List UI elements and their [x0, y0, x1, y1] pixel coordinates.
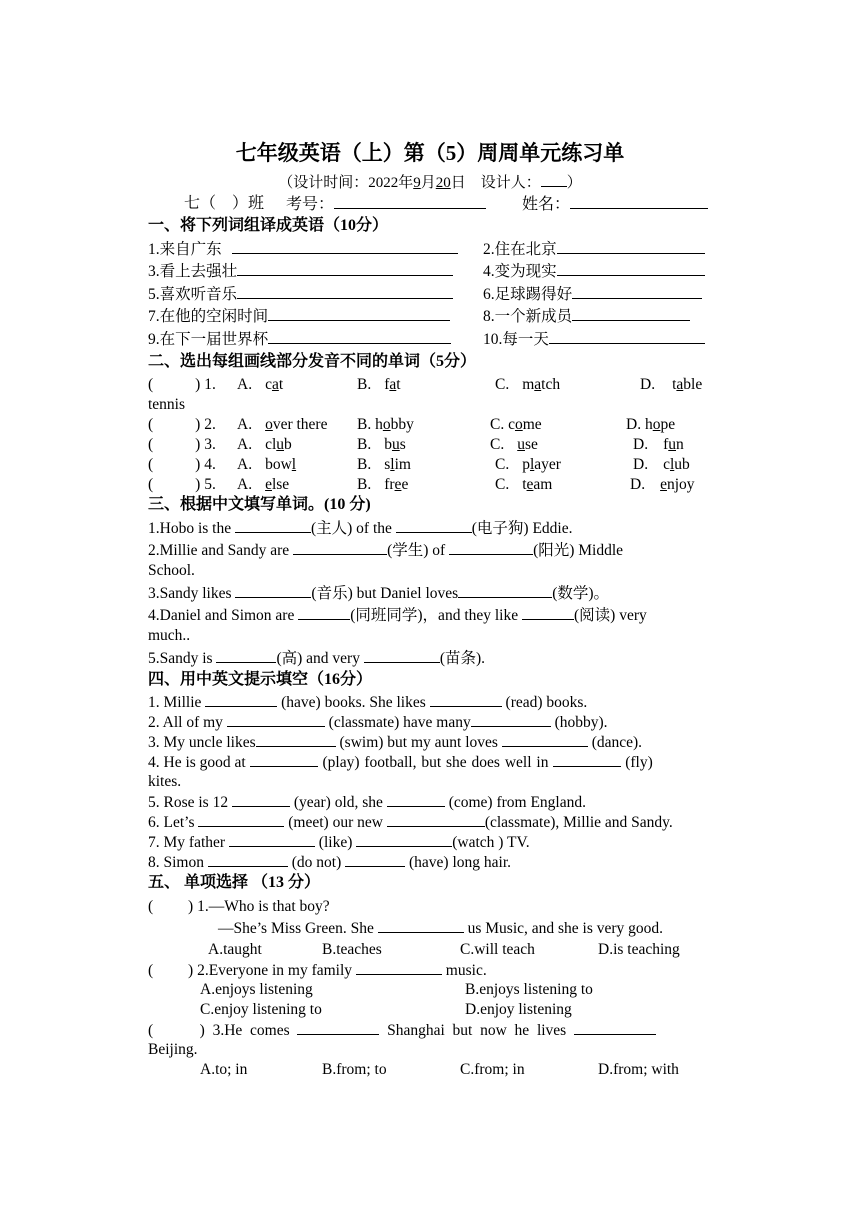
s3-line-2b: School. [148, 562, 195, 579]
s4-l8-blank-2[interactable] [345, 852, 405, 867]
s5-q2-option-c[interactable]: C.enjoy listening to [200, 1001, 322, 1018]
phonetic-option-c[interactable]: C. player [495, 456, 561, 473]
name-row [522, 194, 708, 215]
section-4-title: 四、用中英文提示填空（16分） [148, 671, 373, 688]
phonetic-option-b[interactable]: B. hobby [357, 416, 414, 433]
s3-l3-blank-1[interactable] [235, 583, 311, 598]
s1-item-3 [148, 261, 453, 282]
design-info [0, 172, 860, 193]
name-field[interactable] [570, 194, 708, 209]
s1-item-3-blank[interactable] [237, 261, 453, 276]
s1-item-7-text: 7.在他的空闲时间 [148, 308, 269, 325]
student-info-row [184, 194, 264, 214]
s3-l4-blank-1[interactable] [298, 605, 350, 620]
s3-line-4b: much.. [148, 627, 191, 644]
phonetic-option-c[interactable]: C. come [490, 416, 542, 433]
s1-item-5 [148, 284, 453, 305]
s4-line-3 [148, 732, 642, 753]
s3-l2-c: (阳光) Middle [533, 542, 624, 559]
s5-q3 [148, 1020, 656, 1041]
s3-l5-blank-2[interactable] [364, 648, 440, 663]
phonetic-option-a[interactable]: A. club [237, 436, 292, 453]
s4-l7-blank-1[interactable] [229, 832, 315, 847]
s5-q1-stem [218, 918, 663, 939]
s1-item-1-text: 1.来自广东 [148, 241, 222, 258]
s1-item-5-blank[interactable] [237, 284, 453, 299]
answer-paren[interactable]: ( ) 1. [148, 376, 216, 393]
s4-l1-blank-2[interactable] [430, 692, 502, 707]
phonetic-option-d[interactable]: D. hope [626, 416, 676, 433]
name-label: 姓名： [522, 196, 571, 213]
s5-q3-blank-1[interactable] [297, 1020, 379, 1035]
s4-l5-blank-2[interactable] [387, 792, 445, 807]
s3-line-3 [148, 583, 609, 604]
phonetic-option-d[interactable]: D. table [640, 376, 703, 393]
worksheet-title: 七年级英语（上）第（5）周周单元练习单 [235, 141, 625, 165]
s5-q1-option-d[interactable]: D.is teaching [598, 941, 680, 958]
s3-l3-b: (音乐) but Daniel loves [311, 585, 459, 602]
s3-l5-b: (高) and very [276, 650, 364, 667]
s4-l4-c: (fly) [621, 754, 653, 771]
phonetic-option-a[interactable]: A. over there [237, 416, 328, 433]
s4-l8-b: (do not) [287, 854, 346, 871]
phonetic-option-b[interactable]: B. free [357, 476, 409, 493]
s4-l1-a: 1. Millie [148, 694, 206, 711]
exam-number-field[interactable] [334, 194, 486, 209]
s3-l4-b: (同班同学)，and they like [350, 607, 522, 624]
section-5-title: 五、 单项选择 （13 分） [148, 874, 321, 891]
design-time-label: （设计时间：2022年 [278, 175, 414, 191]
s3-l2-blank-2[interactable] [449, 540, 533, 555]
s5-q3-option-d[interactable]: D.from; with [598, 1061, 679, 1078]
s3-l1-b: (主人) of the [310, 520, 396, 537]
phonetic-option-a[interactable]: A. bowl [237, 456, 297, 473]
s4-l6-blank-1[interactable] [198, 812, 284, 827]
s4-line-4 [148, 752, 653, 773]
section-2-title: 二、选出每组画线部分发音不同的单词（5分） [148, 353, 477, 370]
s4-l7-c: (watch ) TV. [452, 834, 530, 851]
s4-l3-c: (dance). [587, 734, 643, 751]
s1-item-10-text: 10.每一天 [483, 331, 549, 348]
s1-item-9 [148, 329, 451, 350]
s3-line-5 [148, 648, 485, 669]
s1-item-9-blank[interactable] [268, 329, 451, 344]
s4-l4-blank-2[interactable] [553, 752, 621, 767]
phonetic-option-c[interactable]: C. use [490, 436, 538, 453]
section-1-title: 一、将下列词组译成英语（10分） [148, 217, 389, 234]
s4-line-2 [148, 712, 608, 733]
s3-l5-c: (苗条). [439, 650, 486, 667]
s3-l2-a: 2.Millie and Sandy are [148, 542, 294, 559]
s4-l6-b: (meet) our new [284, 814, 387, 831]
s1-item-6-blank[interactable] [572, 284, 702, 299]
s5-q1-stem-b: us Music, and she is very good. [463, 920, 664, 937]
s3-line-2 [148, 540, 623, 561]
s4-l3-a: 3. My uncle likes [148, 734, 256, 751]
s1-item-8-blank[interactable] [572, 306, 690, 321]
s4-l8-blank-1[interactable] [208, 852, 288, 867]
s1-item-8-text: 8.一个新成员 [483, 308, 573, 325]
s5-q2-option-b[interactable]: B.enjoys listening to [465, 981, 593, 998]
designer-blank[interactable] [541, 172, 567, 187]
s1-item-10-blank[interactable] [549, 329, 705, 344]
phonetic-option-a[interactable]: A. else [237, 476, 290, 493]
s3-l4-c: (阅读) very [574, 607, 647, 624]
s1-item-2 [483, 239, 705, 260]
s4-l5-b: (year) old, she [289, 794, 387, 811]
s1-item-6 [483, 284, 702, 305]
answer-paren[interactable]: ( ) 3. [148, 436, 216, 453]
s4-l1-b: (have) books. She likes [277, 694, 430, 711]
s1-item-2-text: 2.住在北京 [483, 241, 557, 258]
s3-l1-blank-2[interactable] [396, 518, 472, 533]
s1-item-3-text: 3.看上去强壮 [148, 263, 238, 280]
s4-l8-a: 8. Simon [148, 854, 208, 871]
s3-l5-blank-1[interactable] [216, 648, 276, 663]
class-label: 七（ ）班 [184, 195, 265, 212]
s4-l3-blank-1[interactable] [256, 732, 336, 747]
s4-l6-blank-2[interactable] [387, 812, 485, 827]
s1-item-9-text: 9.在下一届世界杯 [148, 331, 269, 348]
s2-wrap-text: tennis [148, 396, 186, 413]
s4-l2-blank-1[interactable] [227, 712, 325, 727]
s4-l2-b: (classmate) have many [324, 714, 471, 731]
s4-line-4b: kites. [148, 773, 182, 790]
s5-q2-a: ( ) 2.Everyone in my family [148, 962, 356, 979]
phonetic-option-a[interactable]: A. cat [237, 376, 284, 393]
s3-l1-c: (电子狗) Eddie. [471, 520, 573, 537]
s4-l3-blank-2[interactable] [502, 732, 588, 747]
s4-l2-blank-2[interactable] [471, 712, 551, 727]
s5-q3-option-b[interactable]: B.from; to [322, 1061, 387, 1078]
s5-q2-option-d[interactable]: D.enjoy listening [465, 1001, 572, 1018]
phonetic-option-b[interactable]: B. fat [357, 376, 401, 393]
design-month: 9 [413, 175, 421, 191]
s3-l1-blank-1[interactable] [235, 518, 311, 533]
month-label: 月 [420, 175, 436, 191]
s5-q3-option-a[interactable]: A.to; in [200, 1061, 248, 1078]
phonetic-option-b[interactable]: B. bus [357, 436, 406, 453]
s1-item-2-blank[interactable] [557, 239, 705, 254]
s4-l2-a: 2. All of my [148, 714, 227, 731]
s4-line-6 [148, 812, 673, 833]
answer-paren[interactable]: ( ) 2. [148, 416, 216, 433]
s4-line-7 [148, 832, 530, 853]
s3-line-4 [148, 605, 647, 626]
s5-q3-option-c[interactable]: C.from; in [460, 1061, 525, 1078]
s5-q1: ( ) 1.—Who is that boy? [148, 898, 330, 915]
s1-item-4 [483, 261, 705, 282]
s3-l2-blank-1[interactable] [293, 540, 387, 555]
s3-l4-a: 4.Daniel and Simon are [148, 607, 299, 624]
s4-line-8 [148, 852, 511, 873]
s5-q1-option-b[interactable]: B.teaches [322, 941, 382, 958]
s4-l7-b: (like) [314, 834, 357, 851]
s3-l4-blank-2[interactable] [522, 605, 574, 620]
phonetic-option-c[interactable]: C. match [495, 376, 561, 393]
exam-number-row [286, 194, 486, 215]
s5-q1-option-c[interactable]: C.will teach [460, 941, 535, 958]
s4-line-5 [148, 792, 586, 813]
answer-paren[interactable]: ( ) 5. [148, 476, 216, 493]
design-day: 20 [435, 175, 451, 191]
s4-l5-a: 5. Rose is 12 [148, 794, 232, 811]
phonetic-option-d[interactable]: D. enjoy [630, 476, 695, 493]
s4-l1-blank-1[interactable] [205, 692, 277, 707]
s1-item-10 [483, 329, 705, 350]
s4-l4-blank-1[interactable] [250, 752, 318, 767]
s1-item-6-text: 6.足球踢得好 [483, 286, 573, 303]
s1-item-1 [148, 239, 458, 260]
s4-l2-c: (hobby). [550, 714, 608, 731]
s5-q3-b: Shanghai but now he lives [379, 1022, 574, 1039]
s4-l7-blank-2[interactable] [356, 832, 452, 847]
s5-q3-cont: Beijing. [148, 1041, 198, 1058]
s5-q1-stem-a: —She’s Miss Green. She [218, 920, 378, 937]
s3-l3-blank-2[interactable] [458, 583, 552, 598]
s3-l2-b: (学生) of [387, 542, 450, 559]
s1-item-4-blank[interactable] [557, 261, 705, 276]
s5-q1-blank[interactable] [378, 918, 464, 933]
s4-l1-c: (read) books. [501, 694, 588, 711]
s1-item-1-blank[interactable] [232, 239, 458, 254]
phonetic-option-d[interactable]: D. fun [633, 436, 684, 453]
s3-l5-a: 5.Sandy is [148, 650, 217, 667]
s5-q2-b: music. [441, 962, 487, 979]
s1-item-4-text: 4.变为现实 [483, 263, 557, 280]
s4-l4-a: 4. He is good at [148, 754, 250, 771]
s4-l6-a: 6. Let’s [148, 814, 199, 831]
s5-q3-blank-2[interactable] [574, 1020, 656, 1035]
designer-label: 日 设计人： [450, 175, 541, 191]
s1-item-7-blank[interactable] [268, 306, 450, 321]
s4-l4-b: (play) football, but she does well in [317, 754, 554, 771]
s4-l5-c: (come) from England. [444, 794, 586, 811]
s3-l3-c: (数学)。 [552, 585, 610, 602]
s5-q3-a: ( ) 3.He comes [148, 1022, 298, 1039]
phonetic-option-d[interactable]: D. club [633, 456, 690, 473]
s4-l6-c: (classmate), Millie and Sandy. [484, 814, 673, 831]
paren-close: ） [566, 175, 582, 191]
s5-q2-option-a[interactable]: A.enjoys listening [200, 981, 313, 998]
phonetic-option-b[interactable]: B. slim [357, 456, 411, 473]
s1-item-7 [148, 306, 450, 327]
phonetic-option-c[interactable]: C. team [495, 476, 553, 493]
s4-line-1 [148, 692, 587, 713]
s4-l3-b: (swim) but my aunt loves [335, 734, 502, 751]
s3-l3-a: 3.Sandy likes [148, 585, 236, 602]
s1-item-5-text: 5.喜欢听音乐 [148, 286, 238, 303]
exam-number-label: 考号： [286, 196, 335, 213]
s5-q1-option-a[interactable]: A.taught [208, 941, 262, 958]
s5-q2-blank[interactable] [356, 960, 442, 975]
s4-l7-a: 7. My father [148, 834, 229, 851]
s3-l1-a: 1.Hobo is the [148, 520, 235, 537]
s5-q2 [148, 960, 487, 981]
section-3-title: 三、根据中文填写单词。(10 分) [148, 496, 371, 513]
s4-l8-c: (have) long hair. [405, 854, 512, 871]
answer-paren[interactable]: ( ) 4. [148, 456, 216, 473]
s4-l5-blank-1[interactable] [232, 792, 290, 807]
s1-item-8 [483, 306, 690, 327]
s3-line-1 [148, 518, 573, 539]
